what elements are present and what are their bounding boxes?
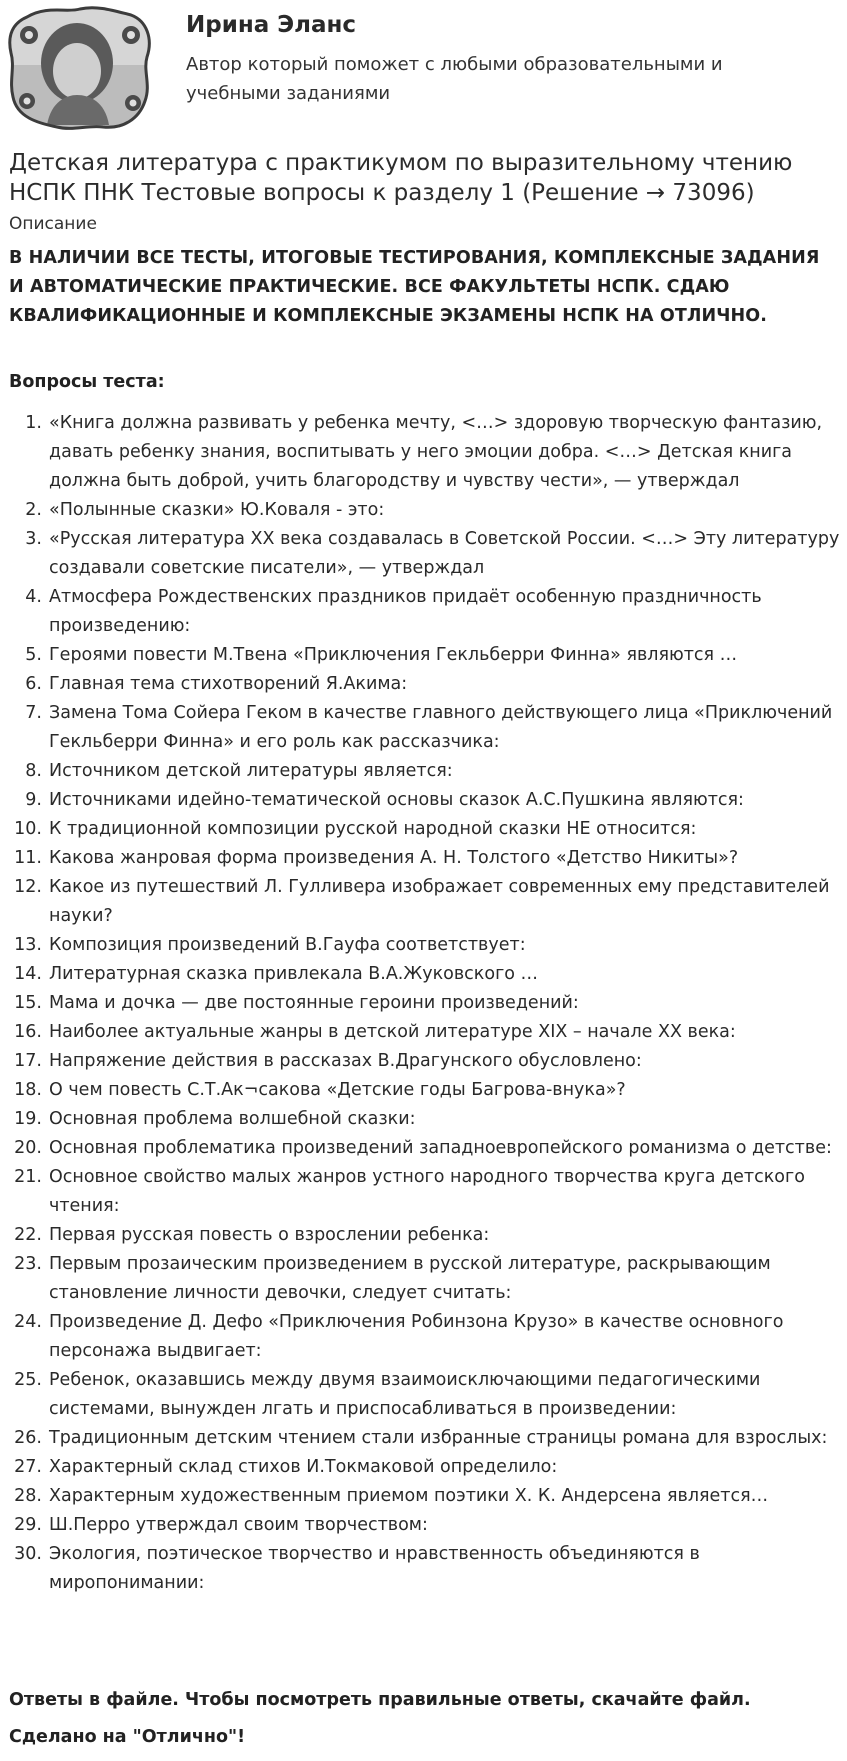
question-item <box>0 1221 847 1250</box>
question-text: К традиционной композиции русской народной сказки НЕ относится: <box>49 819 697 839</box>
question-text: Литературная сказка привлекала В.А.Жуковского … <box>49 964 539 984</box>
author-name[interactable]: Ирина Эланс <box>186 12 357 38</box>
question-number: 4. <box>25 587 42 607</box>
question-item <box>0 786 847 815</box>
question-item <box>0 960 847 989</box>
question-number: 25. <box>14 1370 42 1390</box>
description-text: В НАЛИЧИИ ВСЕ ТЕСТЫ, ИТОГОВЫЕ ТЕСТИРОВАНИЯ, КОМПЛЕКСНЫЕ ЗАДАНИЯ И АВТОМАТИЧЕСКИЕ ПРАКТИЧЕСКИЕ. ВСЕ ФАКУЛЬТЕТЫ НСПК. СДАЮ КВАЛИФИКАЦИОННЫЕ И КОМПЛЕКСНЫЕ ЭКЗАМЕНЫ НСПК НА ОТЛИЧНО. <box>9 248 820 326</box>
question-text: Основная проблема волшебной сказки: <box>49 1109 416 1129</box>
question-text: Произведение Д. Дефо «Приключения Робинзона Крузо» в качестве основного персонажа выдвигает: <box>49 1312 784 1361</box>
questions-heading: Вопросы теста: <box>9 372 165 392</box>
question-number: 11. <box>14 848 42 868</box>
question-text: Героями повести М.Твена «Приключения Гекльберри Финна» являются … <box>49 645 738 665</box>
question-number: 19. <box>14 1109 42 1129</box>
question-item <box>0 844 847 873</box>
question-item <box>0 1047 847 1076</box>
question-number: 5. <box>25 645 42 665</box>
question-number: 1. <box>25 413 42 433</box>
question-item <box>0 1018 847 1047</box>
question-item <box>0 1540 847 1598</box>
question-number: 6. <box>25 674 42 694</box>
question-number: 9. <box>25 790 42 810</box>
question-text: Замена Тома Сойера Геком в качестве главного действующего лица «Приключений Гекльберри Финна» и его роль как рассказчика: <box>49 703 833 752</box>
question-number: 30. <box>14 1544 42 1564</box>
question-item <box>0 641 847 670</box>
question-item <box>0 496 847 525</box>
question-item <box>0 1076 847 1105</box>
question-text: «Полынные сказки» Ю.Коваля - это: <box>49 500 385 520</box>
question-text: Какое из путешествий Л. Гулливера изображает современных ему представителей науки? <box>49 877 830 926</box>
question-item <box>0 670 847 699</box>
question-number: 26. <box>14 1428 42 1448</box>
question-text: Основное свойство малых жанров устного народного творчества круга детского чтения: <box>49 1167 805 1216</box>
question-item <box>0 1308 847 1366</box>
question-number: 16. <box>14 1022 42 1042</box>
question-text: Ребенок, оказавшись между двумя взаимоисключающими педагогическими системами, вынужден лгать и приспосабливаться в произведении: <box>49 1370 761 1419</box>
question-number: 21. <box>14 1167 42 1187</box>
question-item <box>0 1250 847 1308</box>
author-card <box>0 0 847 140</box>
question-text: «Книга должна развивать у ребенка мечту, <…> здоровую творческую фантазию, давать ребенку знания, воспитывать у него эмоции добра. <…> Детская книга должна быть доброй, учить благородству и чувству чести», — утверждал <box>49 413 823 491</box>
question-item <box>0 525 847 583</box>
question-number: 27. <box>14 1457 42 1477</box>
question-number: 20. <box>14 1138 42 1158</box>
question-number: 8. <box>25 761 42 781</box>
question-item <box>0 1511 847 1540</box>
question-text: Какова жанровая форма произведения А. Н. Толстого «Детство Никиты»? <box>49 848 739 868</box>
question-text: Первым прозаическим произведением в русской литературе, раскрывающим становление личности девочки, следует считать: <box>49 1254 771 1303</box>
question-text: Характерный склад стихов И.Токмаковой определило: <box>49 1457 558 1477</box>
question-number: 12. <box>14 877 42 897</box>
question-text: О чем повесть С.Т.Ак¬сакова «Детские годы Багрова-внука»? <box>49 1080 626 1100</box>
question-text: Традиционным детским чтением стали избранные страницы романа для взрослых: <box>49 1428 828 1448</box>
question-text: Экология, поэтическое творчество и нравственность объединяются в миропонимании: <box>49 1544 700 1593</box>
answers-note: Ответы в файле. Чтобы посмотреть правильные ответы, скачайте файл. <box>9 1690 751 1710</box>
question-text: Главная тема стихотворений Я.Акима: <box>49 674 408 694</box>
question-number: 24. <box>14 1312 42 1332</box>
question-item <box>0 1163 847 1221</box>
question-item <box>0 815 847 844</box>
question-number: 29. <box>14 1515 42 1535</box>
question-item <box>0 1366 847 1424</box>
question-text: Источником детской литературы является: <box>49 761 453 781</box>
question-item <box>0 409 847 496</box>
question-text: Напряжение действия в рассказах В.Драгунского обусловлено: <box>49 1051 642 1071</box>
question-list <box>0 409 847 1598</box>
question-item <box>0 1105 847 1134</box>
question-text: Мама и дочка — две постоянные героини произведений: <box>49 993 579 1013</box>
question-number: 7. <box>25 703 42 723</box>
question-item <box>0 1482 847 1511</box>
question-number: 13. <box>14 935 42 955</box>
question-number: 14. <box>14 964 42 984</box>
question-item <box>0 873 847 931</box>
author-avatar[interactable] <box>7 5 153 131</box>
question-text: Первая русская повесть о взрослении ребенка: <box>49 1225 490 1245</box>
question-number: 17. <box>14 1051 42 1071</box>
question-text: Источниками идейно-тематической основы сказок А.С.Пушкина являются: <box>49 790 744 810</box>
page-title: Детская литература с практикумом по выразительному чтению НСПК ПНК Тестовые вопросы к разделу 1 (Решение → 73096) <box>9 150 793 206</box>
question-number: 23. <box>14 1254 42 1274</box>
question-text: Основная проблематика произведений западноевропейского романизма о детстве: <box>49 1138 832 1158</box>
question-item <box>0 1134 847 1163</box>
question-number: 18. <box>14 1080 42 1100</box>
description-label: Описание <box>9 214 97 234</box>
question-item <box>0 583 847 641</box>
question-number: 28. <box>14 1486 42 1506</box>
question-number: 2. <box>25 500 42 520</box>
question-item <box>0 1453 847 1482</box>
question-item <box>0 931 847 960</box>
question-text: Наиболее актуальные жанры в детской литературе XIX – начале XX века: <box>49 1022 736 1042</box>
question-item <box>0 699 847 757</box>
question-number: 15. <box>14 993 42 1013</box>
done-note: Сделано на "Отлично"! <box>9 1727 246 1747</box>
question-text: Атмосфера Рождественских праздников придаёт особенную праздничность произведению: <box>49 587 762 636</box>
question-number: 10. <box>14 819 42 839</box>
question-text: «Русская литература XX века создавалась в Советской России. <…> Эту литературу создавали советские писатели», — утверждал <box>49 529 840 578</box>
question-item <box>0 1424 847 1453</box>
question-number: 22. <box>14 1225 42 1245</box>
question-number: 3. <box>25 529 42 549</box>
question-item <box>0 989 847 1018</box>
question-text: Ш.Перро утверждал своим творчеством: <box>49 1515 428 1535</box>
question-item <box>0 757 847 786</box>
author-description: Автор который поможет с любыми образовательными и учебными заданиями <box>186 54 723 104</box>
question-text: Композиция произведений В.Гауфа соответствует: <box>49 935 526 955</box>
question-text: Характерным художественным приемом поэтики Х. К. Андерсена является… <box>49 1486 769 1506</box>
